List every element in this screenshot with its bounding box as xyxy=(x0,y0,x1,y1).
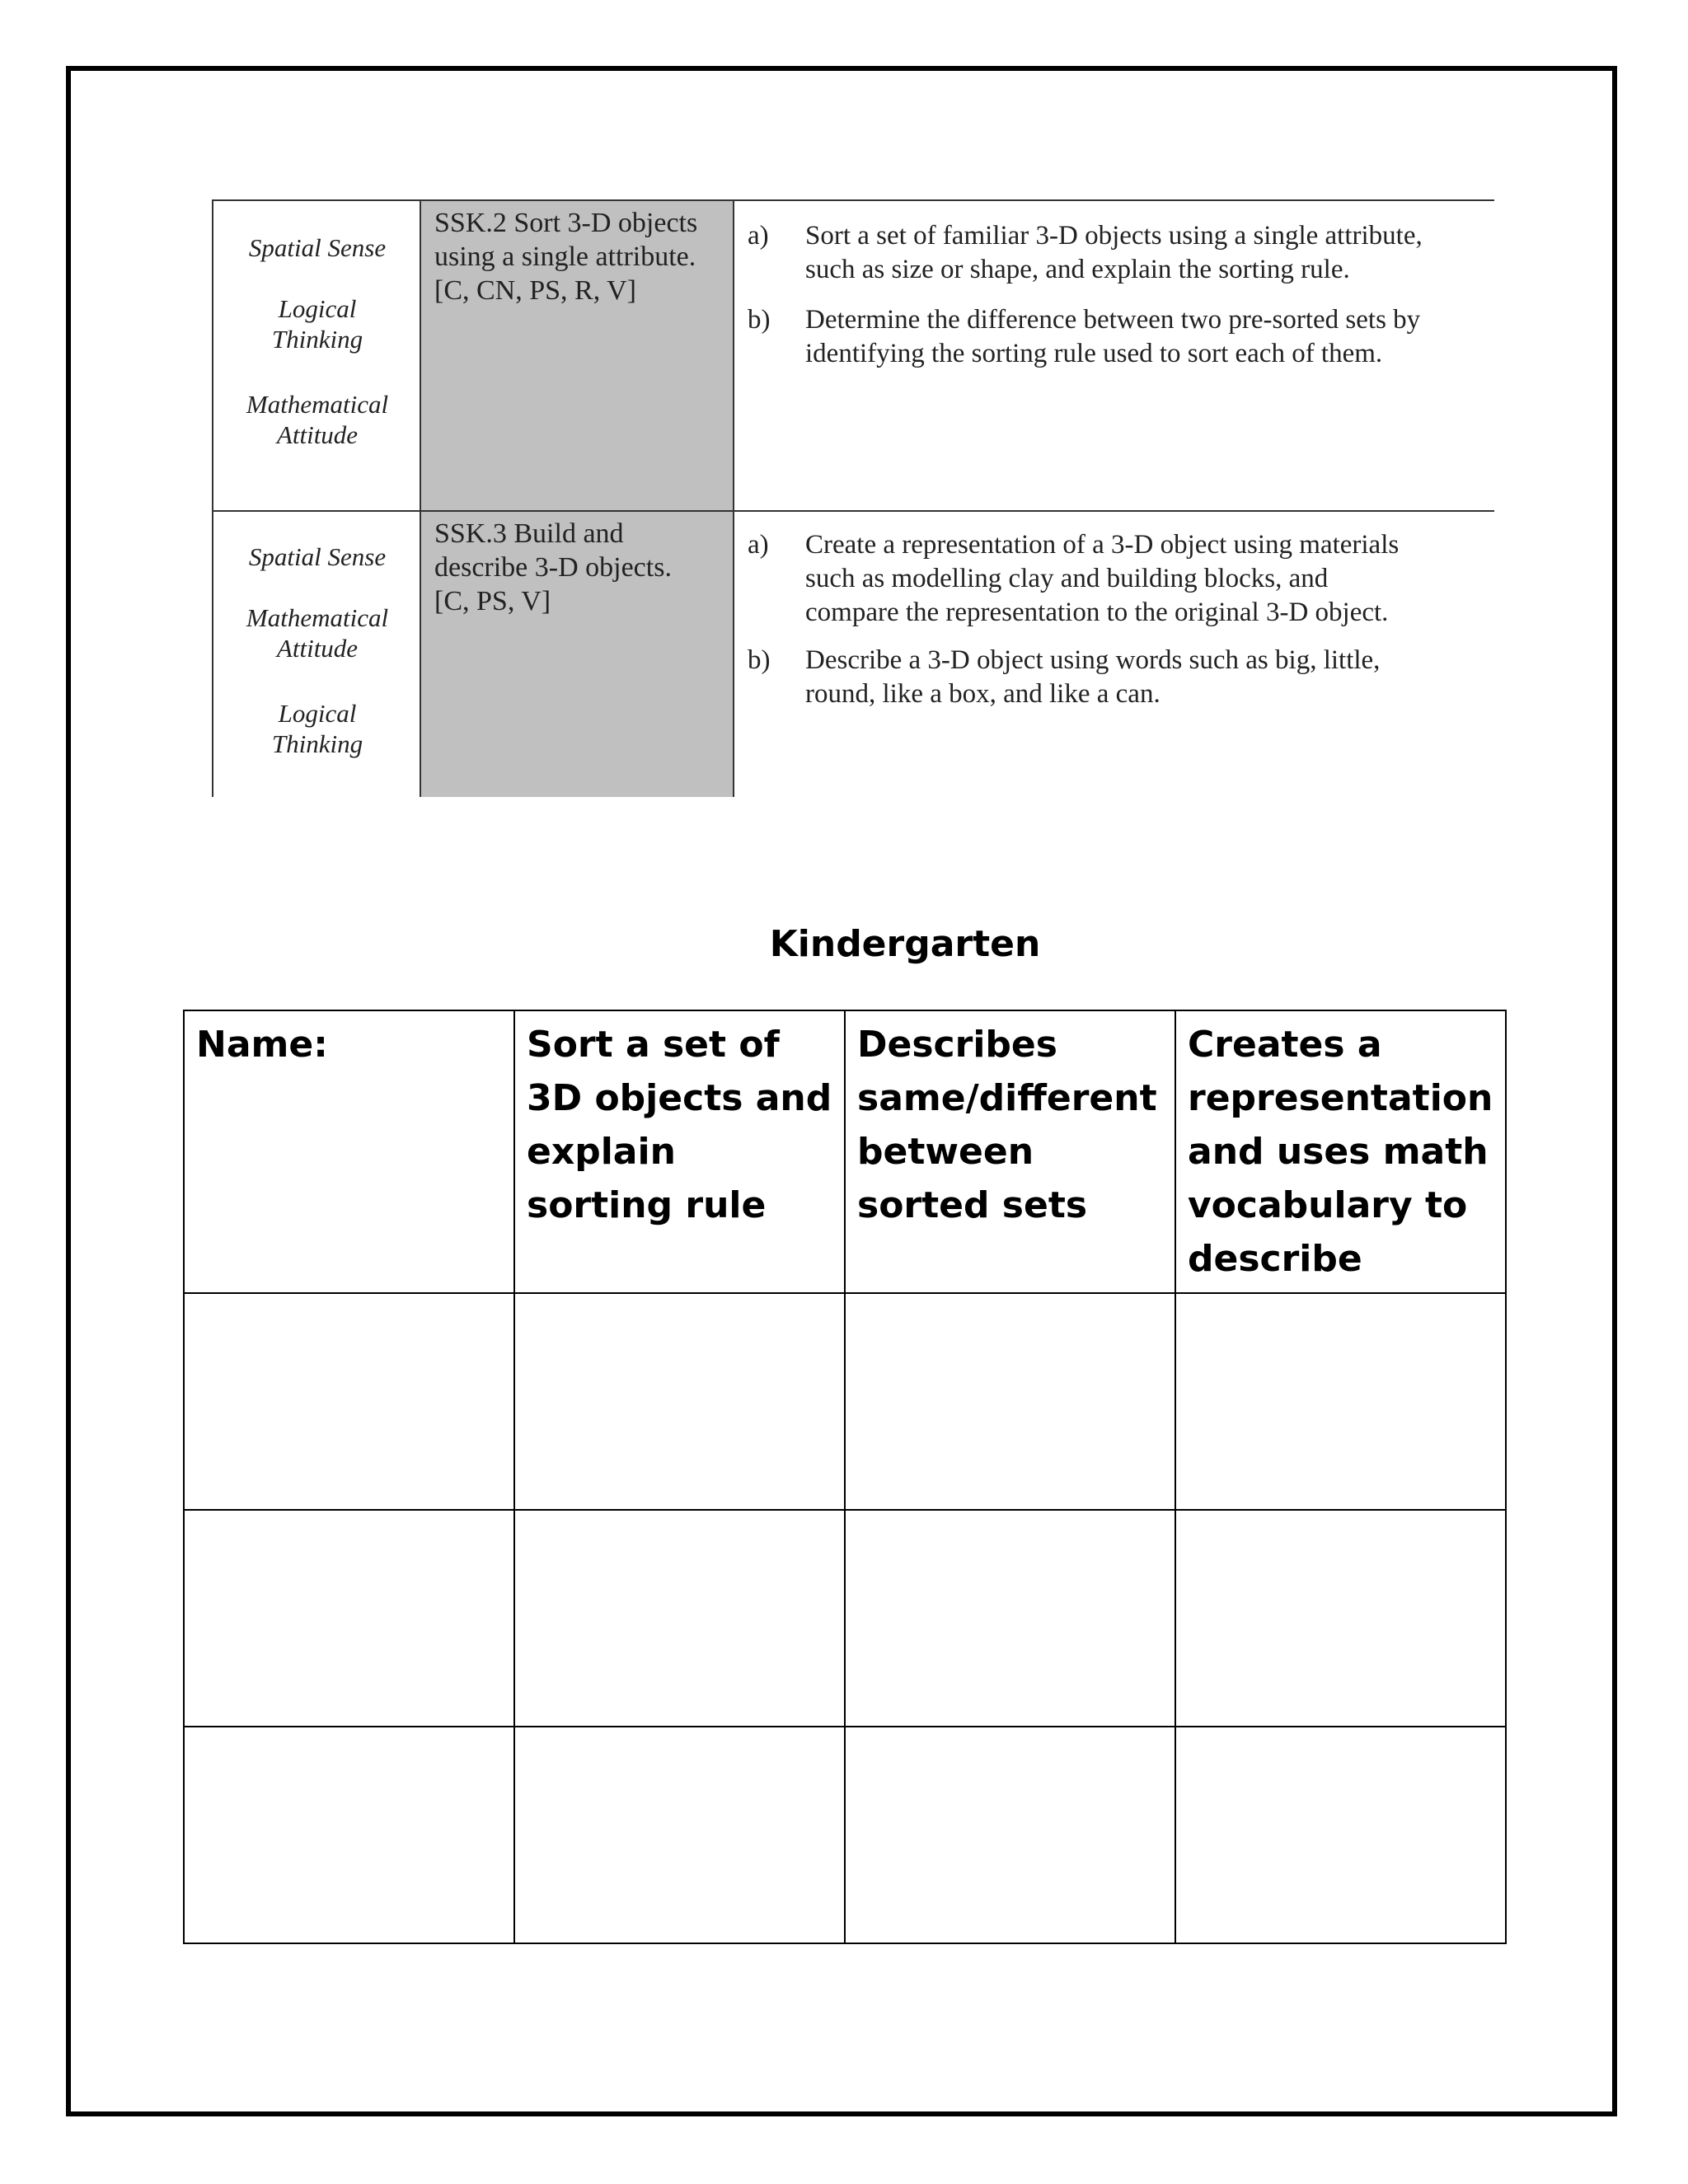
outcome-row xyxy=(212,510,1494,797)
header-sort-objects: Sort a set of 3D objects and explain sorting rule xyxy=(514,1010,845,1293)
outcome-spec-cell xyxy=(420,512,734,797)
describes-sets-cell[interactable] xyxy=(845,1293,1175,1510)
name-cell[interactable] xyxy=(184,1727,514,1943)
sort-objects-cell[interactable] xyxy=(514,1293,845,1510)
indicator-text xyxy=(805,644,1481,711)
indicator-line: round, like a box, and like a can. xyxy=(805,679,1160,709)
spec-line: SSK.3 Build and xyxy=(434,518,624,549)
strand-text: Mathematical Attitude xyxy=(246,603,389,663)
indicator-letter: b) xyxy=(748,645,771,675)
indicator-letter: a) xyxy=(748,221,769,251)
indicator-line: Sort a set of familiar 3-D objects using a single attribute, xyxy=(805,221,1423,251)
outcome-spec-cell xyxy=(420,201,734,512)
strands-cell xyxy=(212,512,420,797)
indicator-line: such as modelling clay and building blocks, and xyxy=(805,564,1329,593)
header-describes-sets: Describes same/different between sorted sets xyxy=(845,1010,1175,1293)
strand-label xyxy=(213,389,421,450)
table-row xyxy=(184,1510,1506,1727)
name-cell[interactable] xyxy=(184,1510,514,1727)
strand-label xyxy=(213,698,421,759)
assessment-table xyxy=(183,1010,1507,1944)
curriculum-outcomes-table xyxy=(212,199,1494,795)
indicator-line: compare the representation to the original 3-D object. xyxy=(805,598,1389,627)
indicator-text xyxy=(805,303,1481,371)
name-cell[interactable] xyxy=(184,1293,514,1510)
indicator-line: such as size or shape, and explain the sorting rule. xyxy=(805,255,1350,284)
strand-label: Spatial Sense xyxy=(248,542,387,571)
indicator-line: Describe a 3-D object using words such as big, little, xyxy=(805,645,1381,675)
indicator-letter: a) xyxy=(748,530,769,560)
outcome-row xyxy=(212,199,1494,512)
indicators-cell xyxy=(734,512,1494,797)
sort-objects-cell[interactable] xyxy=(514,1510,845,1727)
spec-line: [C, CN, PS, R, V] xyxy=(434,275,636,306)
indicator-text xyxy=(805,528,1481,630)
header-row xyxy=(184,1010,1506,1293)
creates-representation-cell[interactable] xyxy=(1175,1727,1506,1943)
indicator-line: identifying the sorting rule used to sort each of them. xyxy=(805,339,1383,368)
spec-line: [C, PS, V] xyxy=(434,586,551,616)
indicator-letter: b) xyxy=(748,305,771,335)
strands-cell xyxy=(212,201,420,512)
strand-text: Logical Thinking xyxy=(271,699,363,758)
indicator-line: Determine the difference between two pre-sorted sets by xyxy=(805,305,1421,335)
creates-representation-cell[interactable] xyxy=(1175,1510,1506,1727)
sort-objects-cell[interactable] xyxy=(514,1727,845,1943)
spec-line: using a single attribute. xyxy=(434,241,696,272)
describes-sets-cell[interactable] xyxy=(845,1727,1175,1943)
table-row xyxy=(184,1293,1506,1510)
strand-text: Mathematical Attitude xyxy=(246,390,389,449)
indicator-line: Create a representation of a 3-D object using materials xyxy=(805,530,1400,560)
table-row xyxy=(184,1727,1506,1943)
spec-line: describe 3-D objects. xyxy=(434,552,672,583)
strand-text: Logical Thinking xyxy=(271,294,363,354)
header-name: Name: xyxy=(184,1010,514,1293)
indicator-text xyxy=(805,219,1481,287)
describes-sets-cell[interactable] xyxy=(845,1510,1175,1727)
assessment-title: Kindergarten xyxy=(769,923,1041,965)
indicators-cell xyxy=(734,201,1494,512)
creates-representation-cell[interactable] xyxy=(1175,1293,1506,1510)
strand-label xyxy=(213,602,421,663)
strand-label xyxy=(213,293,421,354)
strand-label: Spatial Sense xyxy=(248,233,387,262)
spec-line: SSK.2 Sort 3-D objects xyxy=(434,208,698,238)
header-creates-representation: Creates a representation and uses math vocabulary to describe xyxy=(1175,1010,1506,1293)
